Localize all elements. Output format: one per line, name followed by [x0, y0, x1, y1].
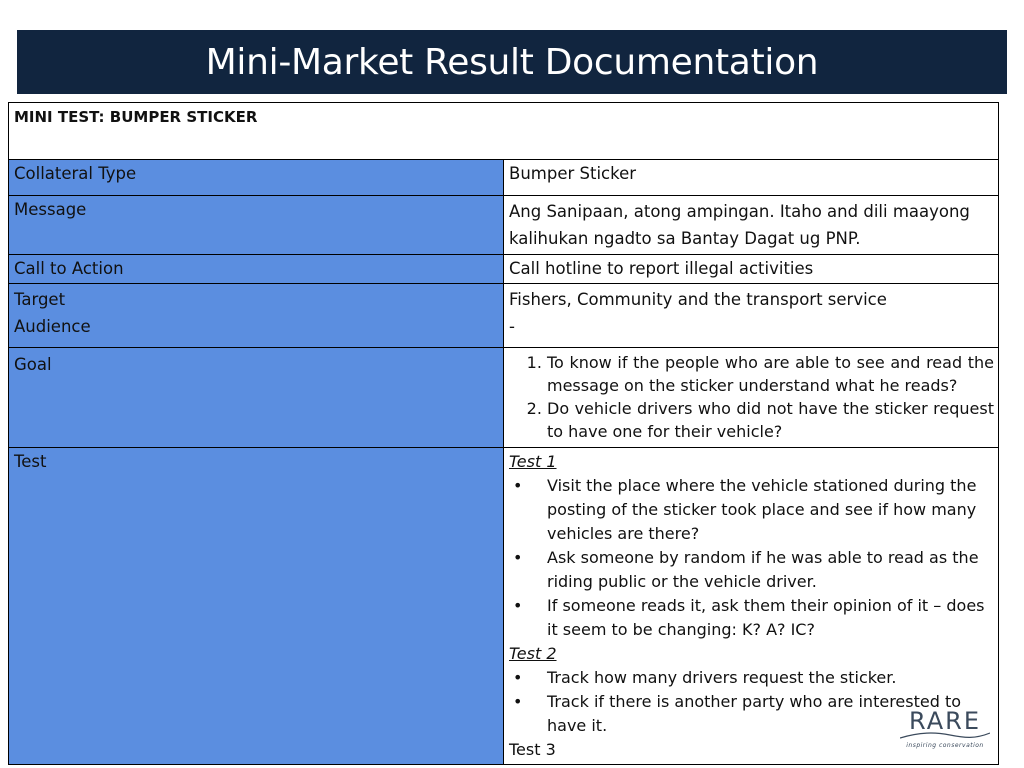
goal-label: Goal: [9, 348, 504, 448]
page-title: Mini-Market Result Documentation: [205, 41, 819, 83]
table-row: [9, 255, 999, 284]
rare-logo: [900, 708, 990, 754]
test1-item: • Ask someone by random if he was able to read as the riding public or the vehicle driver.: [547, 546, 994, 594]
table-row: [9, 348, 999, 448]
goal-list: [509, 351, 994, 443]
message-value: Ang Sanipaan, atong ampingan. Itaho and dili maayong kalihukan ngadto sa Bantay Dagat ug PNP.: [504, 196, 999, 255]
test1-item: • Visit the place where the vehicle stationed during the posting of the sticker took place and see if how many vehicles are there?: [547, 474, 994, 546]
call-to-action-value: Call hotline to report illegal activities: [504, 255, 999, 284]
table-row: [9, 196, 999, 255]
test1-list: [509, 474, 994, 642]
goal-item: 1. To know if the people who are able to see and read the message on the sticker understand what he reads?: [547, 351, 994, 397]
target-audience-label: [9, 284, 504, 348]
target-audience-label-line1: Target: [14, 290, 66, 309]
test1-item: • If someone reads it, ask them their opinion of it – does it seem to be changing: K? A? IC?: [547, 594, 994, 642]
table-header: MINI TEST: BUMPER STICKER: [9, 103, 999, 160]
collateral-type-value: Bumper Sticker: [504, 160, 999, 196]
target-audience-value-line2: -: [509, 317, 515, 336]
test3-heading: Test 3: [509, 740, 556, 759]
logo-wordmark: RARE: [909, 707, 981, 735]
target-audience-value-line1: Fishers, Community and the transport service: [509, 290, 887, 309]
test2-item: • Track if there is another party who are interested to have it.: [547, 690, 994, 738]
test-label: Test: [9, 448, 504, 765]
goal-value: [504, 348, 999, 448]
wave-icon: [900, 730, 990, 740]
collateral-type-label: Collateral Type: [9, 160, 504, 196]
test2-heading: Test 2: [509, 644, 557, 663]
table-row: [9, 160, 999, 196]
title-bar: [17, 30, 1007, 94]
target-audience-value: [504, 284, 999, 348]
goal-item: 2. Do vehicle drivers who did not have the sticker request to have one for their vehicle?: [547, 397, 994, 443]
table-row: [9, 284, 999, 348]
logo-tagline: inspiring conservation: [906, 742, 984, 749]
table-row: [9, 448, 999, 765]
documentation-table: [8, 102, 999, 765]
test1-heading: Test 1: [509, 452, 557, 471]
target-audience-label-line2: Audience: [14, 317, 91, 336]
call-to-action-label: Call to Action: [9, 255, 504, 284]
test2-item: • Track how many drivers request the sticker.: [547, 666, 994, 690]
message-label: Message: [9, 196, 504, 255]
